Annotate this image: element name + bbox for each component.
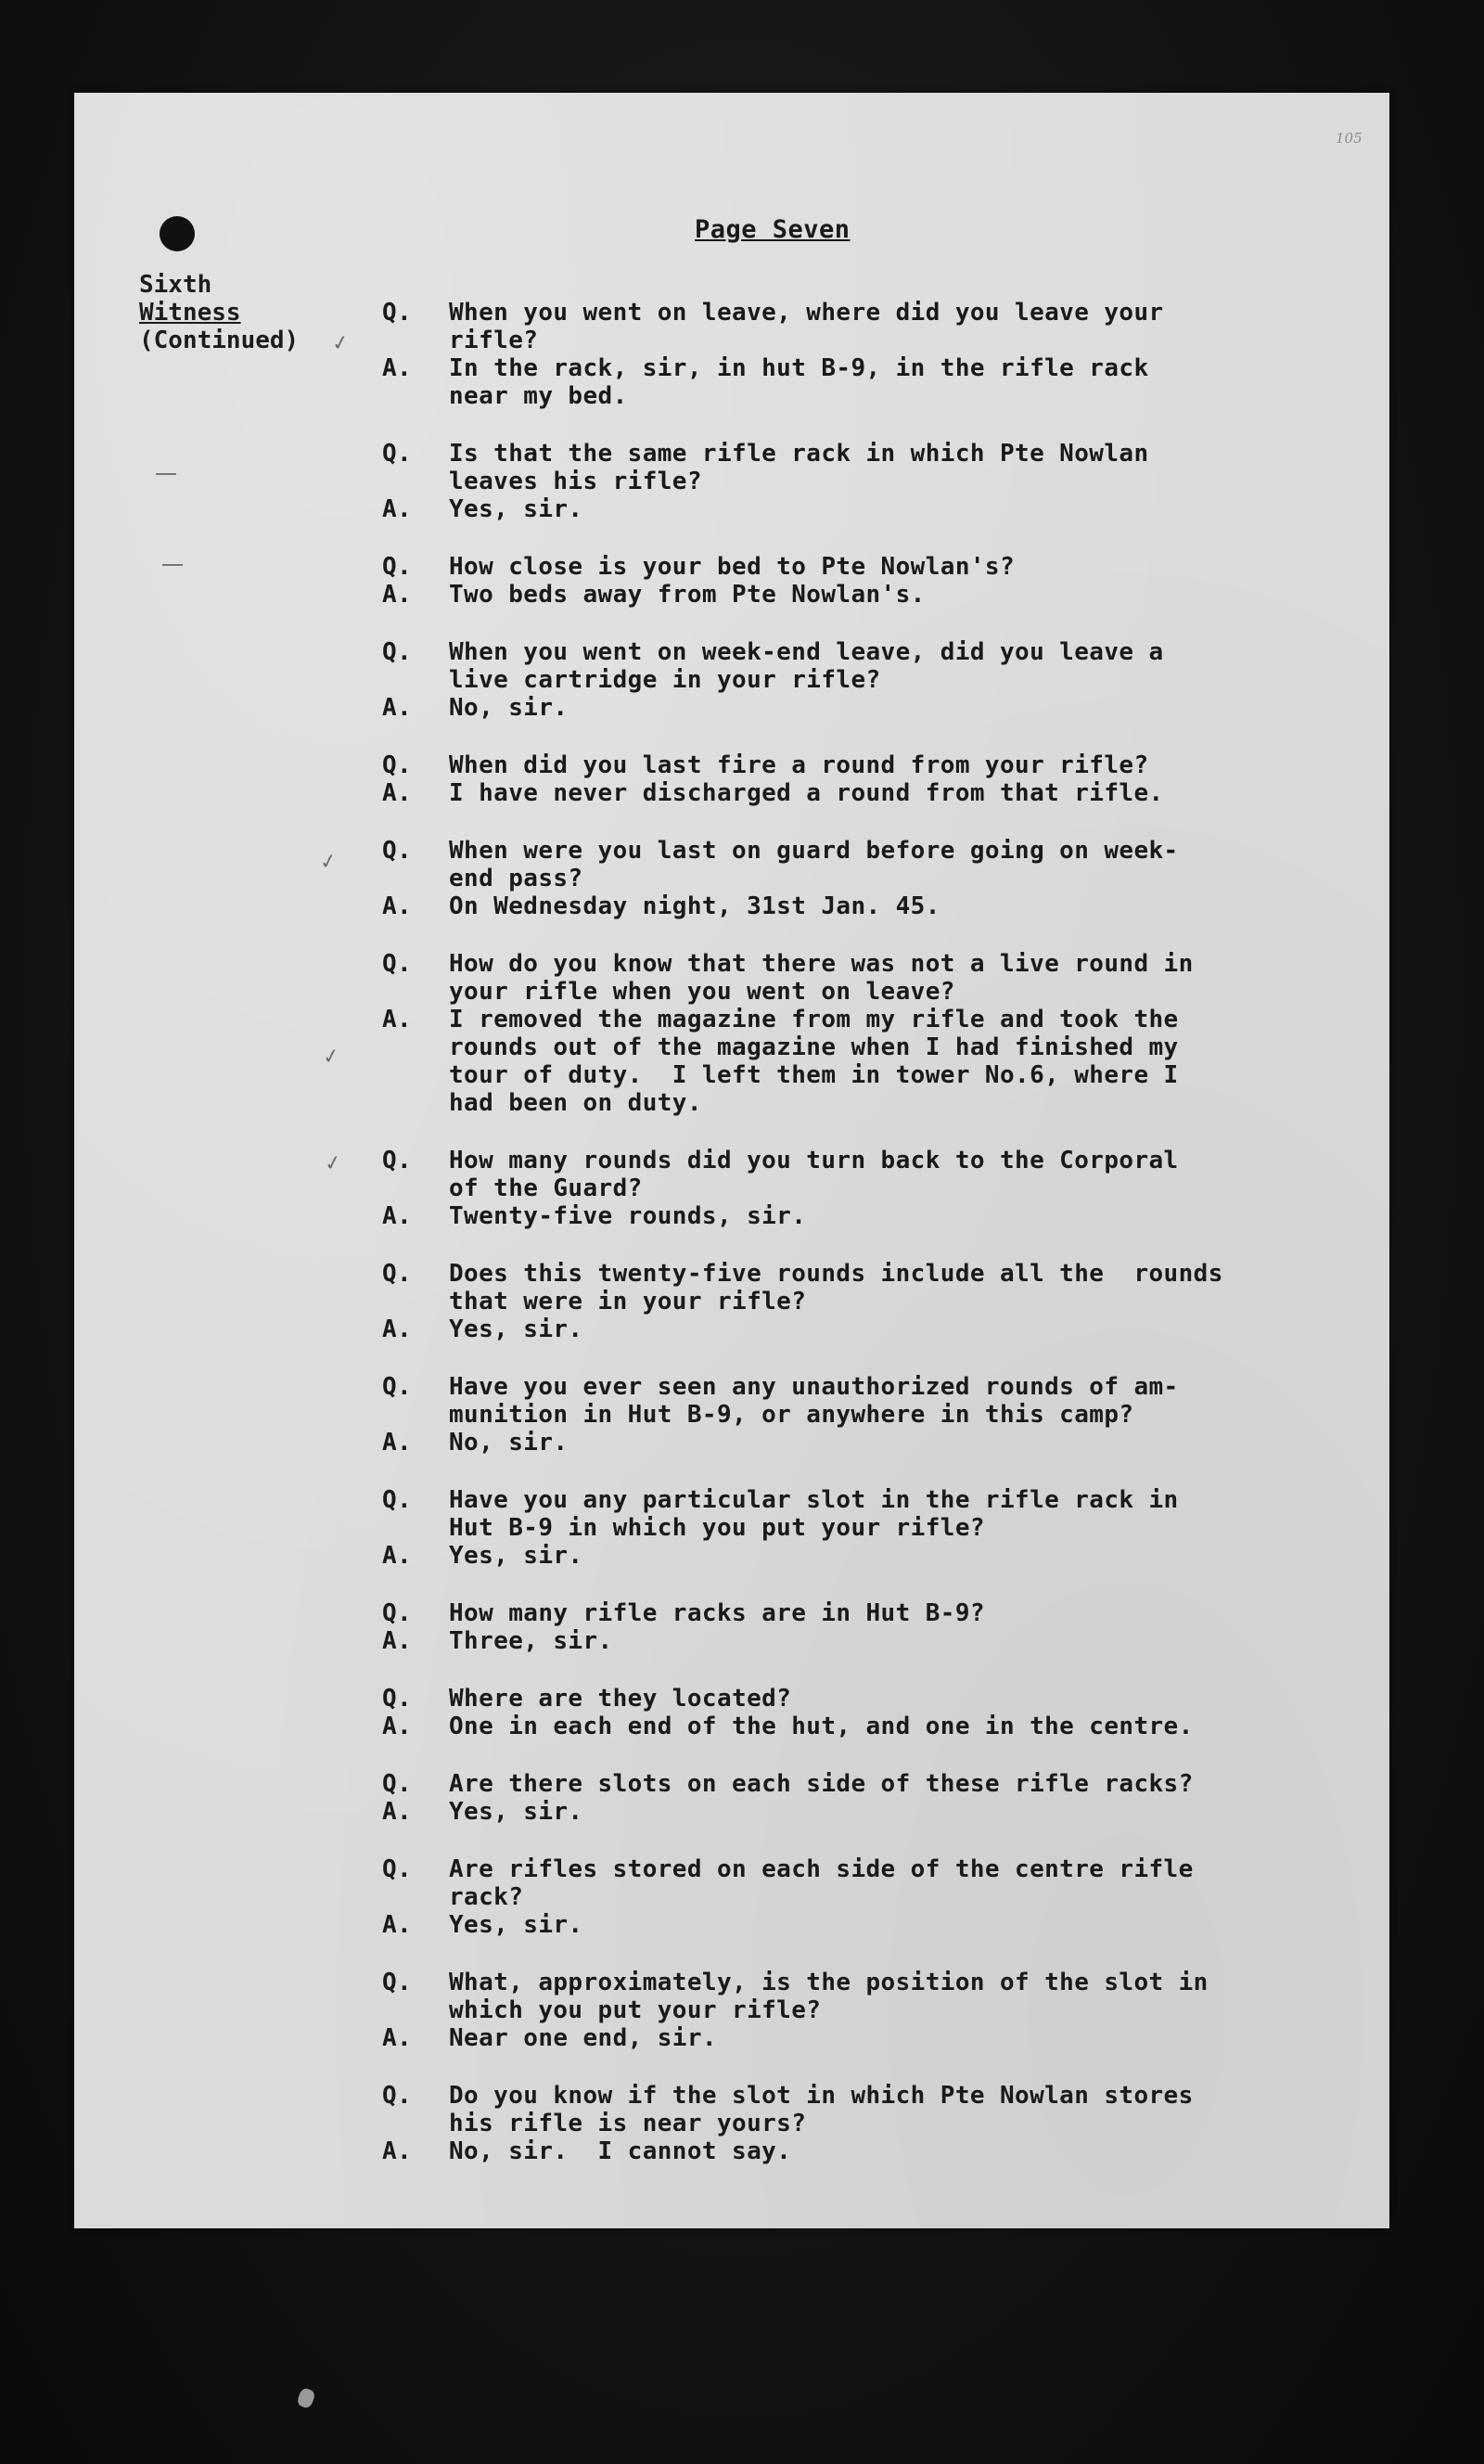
qa-pair [382, 553, 1310, 609]
answer-marker: A. [382, 2024, 413, 2052]
question-marker: Q. [382, 2082, 413, 2110]
answer-text: No, sir. [449, 694, 569, 722]
answer-marker [382, 382, 449, 410]
answer-text: I have never discharged a round from that rifle. [449, 779, 1164, 807]
question-text: How close is your bed to Pte Nowlan's? [449, 553, 1016, 581]
question-line [382, 1969, 1310, 1996]
question-text: Where are they located? [449, 1685, 792, 1713]
question-line [382, 1260, 1310, 1288]
answer-line [382, 1627, 1310, 1655]
question-marker: Q. [382, 751, 413, 779]
question-line [382, 468, 1310, 495]
question-text: Does this twenty-five rounds include all the rounds [449, 1260, 1223, 1288]
question-line [382, 1401, 1310, 1429]
question-marker [382, 1401, 449, 1429]
question-marker: Q. [382, 1373, 413, 1401]
question-line [382, 950, 1310, 978]
question-line [382, 837, 1310, 865]
answer-marker: A. [382, 1315, 413, 1343]
qa-pair [382, 440, 1310, 523]
question-text: How do you know that there was not a live round in [449, 950, 1194, 978]
qa-pair [382, 2082, 1310, 2165]
question-text: that were in your rifle? [449, 1288, 807, 1315]
question-line [382, 1855, 1310, 1883]
question-line [382, 1685, 1310, 1713]
answer-marker: A. [382, 1798, 413, 1826]
answer-marker: A. [382, 354, 413, 382]
question-line [382, 638, 1310, 666]
answer-line [382, 1911, 1310, 1939]
question-text: Do you know if the slot in which Pte Nowlan stores [449, 2082, 1194, 2110]
question-line [382, 1373, 1310, 1401]
question-marker [382, 1883, 449, 1911]
answer-text: Two beds away from Pte Nowlan's. [449, 581, 926, 609]
answer-text: No, sir. I cannot say. [449, 2137, 792, 2165]
check-mark-icon: ✓ [320, 1044, 342, 1071]
question-text: Hut B-9 in which you put your rifle? [449, 1514, 985, 1542]
answer-text: I removed the magazine from my rifle and took the [449, 1006, 1179, 1033]
question-line [382, 666, 1310, 694]
qa-pair [382, 1685, 1310, 1740]
answer-marker: A. [382, 892, 413, 920]
question-line [382, 1147, 1310, 1174]
qa-pair [382, 638, 1310, 722]
answer-line [382, 1429, 1310, 1457]
answer-line [382, 495, 1310, 523]
qa-pair [382, 751, 1310, 807]
answer-marker: A. [382, 581, 413, 609]
answer-line [382, 1542, 1310, 1570]
question-text: How many rifle racks are in Hut B-9? [449, 1599, 985, 1627]
question-line [382, 1288, 1310, 1315]
question-marker: Q. [382, 1599, 413, 1627]
answer-line [382, 1089, 1310, 1117]
question-marker: Q. [382, 837, 413, 865]
question-marker: Q. [382, 1260, 413, 1288]
answer-text: Yes, sir. [449, 1798, 583, 1826]
answer-text: Yes, sir. [449, 1542, 583, 1570]
answer-line [382, 1713, 1310, 1740]
question-line [382, 299, 1310, 327]
answer-marker [382, 1033, 449, 1061]
qa-pair [382, 1147, 1310, 1230]
question-text: leaves his rifle? [449, 468, 702, 495]
question-marker: Q. [382, 1147, 413, 1174]
qa-pair [382, 837, 1310, 920]
question-text: When you went on leave, where did you leave your [449, 299, 1164, 327]
answer-line [382, 1061, 1310, 1089]
question-text: When you went on week-end leave, did you leave a [449, 638, 1164, 666]
answer-text: rounds out of the magazine when I had finished my [449, 1033, 1179, 1061]
question-marker: Q. [382, 1855, 413, 1883]
answer-text: had been on duty. [449, 1089, 702, 1117]
answer-marker: A. [382, 1542, 413, 1570]
question-marker [382, 468, 449, 495]
question-line [382, 1486, 1310, 1514]
question-text: Have you ever seen any unauthorized rounds of am- [449, 1373, 1179, 1401]
page-title: Page Seven [695, 215, 851, 244]
answer-text: tour of duty. I left them in tower No.6, where I [449, 1061, 1179, 1089]
answer-marker: A. [382, 1202, 413, 1230]
answer-text: Yes, sir. [449, 495, 583, 523]
answer-line [382, 1033, 1310, 1061]
qa-pair [382, 1260, 1310, 1343]
answer-marker: A. [382, 1713, 413, 1740]
question-text: When were you last on guard before going on week- [449, 837, 1179, 865]
question-text: end pass? [449, 865, 583, 892]
question-text: What, approximately, is the position of the slot in [449, 1969, 1209, 1996]
question-marker: Q. [382, 1770, 413, 1798]
question-text: Are rifles stored on each side of the centre rifle [449, 1855, 1194, 1883]
answer-marker: A. [382, 495, 413, 523]
question-text: his rifle is near yours? [449, 2110, 807, 2137]
question-marker [382, 1514, 449, 1542]
answer-text: Twenty-five rounds, sir. [449, 1202, 807, 1230]
question-marker: Q. [382, 299, 413, 327]
answer-line [382, 1202, 1310, 1230]
question-marker [382, 978, 449, 1006]
answer-marker: A. [382, 779, 413, 807]
question-text: How many rounds did you turn back to the Corporal [449, 1147, 1179, 1174]
answer-text: Yes, sir. [449, 1911, 583, 1939]
answer-marker: A. [382, 1006, 413, 1033]
punch-hole [160, 216, 195, 251]
qa-transcript [382, 299, 1310, 2195]
answer-marker: A. [382, 1429, 413, 1457]
question-marker [382, 666, 449, 694]
check-mark-icon: ✓ [317, 849, 339, 876]
answer-line [382, 1006, 1310, 1033]
dash-mark-icon [162, 564, 183, 566]
qa-pair [382, 299, 1310, 410]
question-line [382, 978, 1310, 1006]
answer-line [382, 581, 1310, 609]
qa-pair [382, 1373, 1310, 1457]
question-line [382, 440, 1310, 468]
question-marker: Q. [382, 440, 413, 468]
answer-line [382, 779, 1310, 807]
answer-line [382, 694, 1310, 722]
check-mark-icon: ✓ [322, 1150, 344, 1177]
question-text: Is that the same rifle rack in which Pte Nowlan [449, 440, 1149, 468]
answer-text: Near one end, sir. [449, 2024, 717, 2052]
question-line [382, 2110, 1310, 2137]
question-marker: Q. [382, 950, 413, 978]
question-marker [382, 1288, 449, 1315]
question-text: your rifle when you went on leave? [449, 978, 955, 1006]
question-line [382, 327, 1310, 354]
answer-line [382, 2137, 1310, 2165]
answer-line [382, 354, 1310, 382]
answer-line [382, 1798, 1310, 1826]
answer-marker: A. [382, 694, 413, 722]
qa-pair [382, 1969, 1310, 2052]
question-line [382, 553, 1310, 581]
answer-text: On Wednesday night, 31st Jan. 45. [449, 892, 940, 920]
question-marker [382, 2110, 449, 2137]
question-marker [382, 865, 449, 892]
answer-marker [382, 1061, 449, 1089]
question-text: Are there slots on each side of these rifle racks? [449, 1770, 1194, 1798]
qa-pair [382, 1599, 1310, 1655]
witness-sidebar [139, 271, 299, 354]
check-mark-icon: ✓ [329, 330, 352, 357]
answer-line [382, 892, 1310, 920]
answer-text: No, sir. [449, 1429, 569, 1457]
question-text: munition in Hut B-9, or anywhere in this camp? [449, 1401, 1134, 1429]
answer-text: One in each end of the hut, and one in the centre. [449, 1713, 1194, 1740]
answer-marker: A. [382, 2137, 413, 2165]
sidebar-line-3: (Continued) [139, 327, 300, 354]
qa-pair [382, 1486, 1310, 1570]
question-marker [382, 1174, 449, 1202]
answer-text: In the rack, sir, in hut B-9, in the rifle rack [449, 354, 1149, 382]
answer-text: Yes, sir. [449, 1315, 583, 1343]
question-text: When did you last fire a round from your rifle? [449, 751, 1149, 779]
question-marker: Q. [382, 638, 413, 666]
question-line [382, 2082, 1310, 2110]
answer-marker [382, 1089, 449, 1117]
answer-marker: A. [382, 1627, 413, 1655]
answer-text: Three, sir. [449, 1627, 613, 1655]
question-text: rack? [449, 1883, 524, 1911]
question-marker [382, 1996, 449, 2024]
question-marker [382, 327, 449, 354]
question-line [382, 751, 1310, 779]
sidebar-line-1: Sixth [139, 271, 212, 299]
question-marker: Q. [382, 1685, 413, 1713]
question-line [382, 1514, 1310, 1542]
qa-pair [382, 950, 1310, 1117]
qa-pair [382, 1855, 1310, 1939]
question-text: live cartridge in your rifle? [449, 666, 881, 694]
question-line [382, 1996, 1310, 2024]
qa-pair [382, 1770, 1310, 1826]
question-text: rifle? [449, 327, 539, 354]
sidebar-line-2: Witness [139, 299, 241, 327]
answer-marker: A. [382, 1911, 413, 1939]
answer-line [382, 2024, 1310, 2052]
question-marker: Q. [382, 1969, 413, 1996]
question-text: Have you any particular slot in the rifle rack in [449, 1486, 1179, 1514]
answer-text: near my bed. [449, 382, 628, 410]
question-line [382, 1883, 1310, 1911]
dash-mark-icon [156, 473, 176, 475]
question-line [382, 1770, 1310, 1798]
question-marker: Q. [382, 1486, 413, 1514]
question-text: which you put your rifle? [449, 1996, 822, 2024]
answer-line [382, 382, 1310, 410]
question-line [382, 865, 1310, 892]
question-line [382, 1174, 1310, 1202]
folio-mark: 105 [1336, 130, 1362, 147]
question-text: of the Guard? [449, 1174, 643, 1202]
question-line [382, 1599, 1310, 1627]
question-marker: Q. [382, 553, 413, 581]
answer-line [382, 1315, 1310, 1343]
